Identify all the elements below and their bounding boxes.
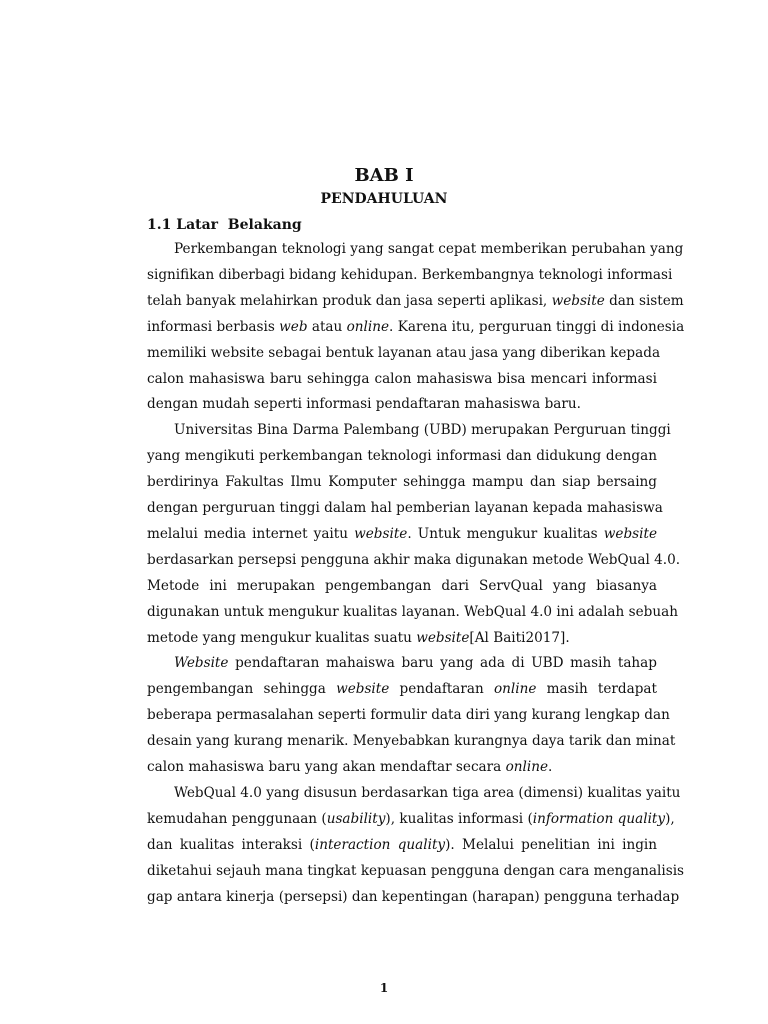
text-segment: yang mengikuti perkembangan teknologi informasi dan didukung dengan (147, 448, 657, 465)
text-line (147, 471, 657, 493)
text-segment: signifikan diberbagi bidang kehidupan. Berkembangnya teknologi informasi (147, 266, 673, 283)
text-segment: pengembangan sehingga (147, 681, 337, 698)
italic-text: Website (174, 655, 229, 672)
italic-text: web (279, 318, 308, 335)
text-line (147, 549, 681, 571)
text-segment: dan sistem (604, 292, 684, 309)
page-number: 1 (379, 981, 389, 995)
text-segment: pendaftaran (389, 681, 494, 698)
text-segment: telah banyak melahirkan produk dan jasa seperti aplikasi, (147, 292, 552, 309)
italic-text: online (346, 318, 390, 335)
text-line (147, 575, 657, 597)
text-segment: kemudahan penggunaan ( (147, 810, 327, 827)
text-segment: ), (665, 810, 675, 827)
text-line (147, 860, 685, 882)
text-segment: dan kualitas interaksi ( (147, 836, 315, 853)
text-segment: beberapa permasalahan seperti formulir data diri yang kurang lengkap dan (147, 707, 670, 724)
italic-text: website (603, 525, 657, 542)
italic-text: website (336, 681, 390, 698)
text-line (147, 368, 657, 390)
text-line (147, 678, 657, 700)
text-segment: Universitas Bina Darma Palembang (UBD) merupakan Perguruan tinggi (174, 422, 671, 439)
text-segment: . Karena itu, perguruan tinggi di indonesia (389, 318, 685, 335)
text-segment: calon mahasiswa baru sehingga calon mahasiswa bisa mencari informasi (147, 370, 657, 387)
italic-text: website (416, 629, 470, 646)
text-line (147, 808, 675, 830)
text-segment: berdirinya Fakultas Ilmu Komputer sehingga mampu dan siap bersaing (147, 474, 657, 491)
text-line (174, 419, 671, 441)
italic-text: usability (326, 810, 386, 827)
section-heading: 1.1 Latar Belakang (147, 217, 302, 233)
italic-text: online (505, 759, 549, 775)
text-segment: Metode ini merupakan pengembangan dari ServQual yang biasanya (147, 577, 657, 594)
text-segment: melalui media internet yaitu (147, 525, 355, 542)
text-segment: diketahui sejauh mana tingkat kepuasan pengguna dengan cara menganalisis (147, 862, 685, 879)
text-segment: dengan perguruan tinggi dalam hal pemberian layanan kepada mahasiswa (147, 500, 663, 516)
text-line (147, 290, 684, 312)
text-segment: memiliki website sebagai bentuk layanan atau jasa yang diberikan kepada (147, 344, 661, 361)
text-line (174, 652, 657, 674)
italic-text: interaction quality (314, 836, 446, 853)
text-line (147, 445, 657, 467)
italic-text: website (551, 292, 605, 309)
text-line (147, 393, 657, 415)
text-line (147, 497, 663, 519)
text-segment: . Untuk mengukur kualitas (407, 525, 604, 542)
text-line (147, 264, 673, 286)
chapter-title: PENDAHULUAN (320, 191, 448, 207)
text-segment: atau (307, 318, 347, 335)
text-segment: calon mahasiswa baru yang akan mendaftar secara (147, 759, 506, 775)
text-line (147, 730, 676, 752)
text-line (147, 316, 685, 338)
text-line (147, 886, 680, 908)
text-segment: metode yang mengukur kualitas suatu (147, 629, 417, 646)
text-segment: [Al Baiti2017]. (469, 629, 570, 646)
text-segment: masih terdapat (536, 681, 657, 698)
text-line (147, 834, 657, 856)
text-line (147, 756, 657, 778)
text-segment: informasi berbasis (147, 318, 280, 335)
text-segment: Perkembangan teknologi yang sangat cepat memberikan perubahan yang (174, 241, 684, 257)
text-line (147, 627, 657, 649)
text-line (174, 238, 684, 260)
text-segment: digunakan untuk mengukur kualitas layanan. WebQual 4.0 ini adalah sebuah (147, 603, 678, 620)
text-segment: . (548, 759, 553, 775)
chapter-number: BAB I (354, 165, 414, 186)
text-segment: gap antara kinerja (persepsi) dan kepentingan (harapan) pengguna terhadap (147, 888, 680, 905)
italic-text: online (493, 681, 537, 698)
text-segment: berdasarkan persepsi pengguna akhir maka digunakan metode WebQual 4.0. (147, 551, 681, 568)
text-line (174, 782, 681, 804)
text-line (147, 342, 661, 364)
italic-text: website (354, 525, 408, 542)
italic-text: information quality (532, 810, 666, 827)
text-segment: WebQual 4.0 yang disusun berdasarkan tiga area (dimensi) kualitas yaitu (174, 784, 681, 801)
text-line (147, 601, 678, 623)
text-segment: ), kualitas informasi ( (385, 810, 533, 827)
text-line (147, 523, 657, 545)
text-segment: ). Melalui penelitian ini ingin (445, 836, 658, 853)
text-line (147, 704, 670, 726)
text-segment: desain yang kurang menarik. Menyebabkan kurangnya daya tarik dan minat (147, 733, 676, 750)
text-segment: pendaftaran mahaiswa baru yang ada di UBD masih tahap (228, 655, 657, 672)
text-segment: dengan mudah seperti informasi pendaftaran mahasiswa baru. (147, 396, 581, 413)
